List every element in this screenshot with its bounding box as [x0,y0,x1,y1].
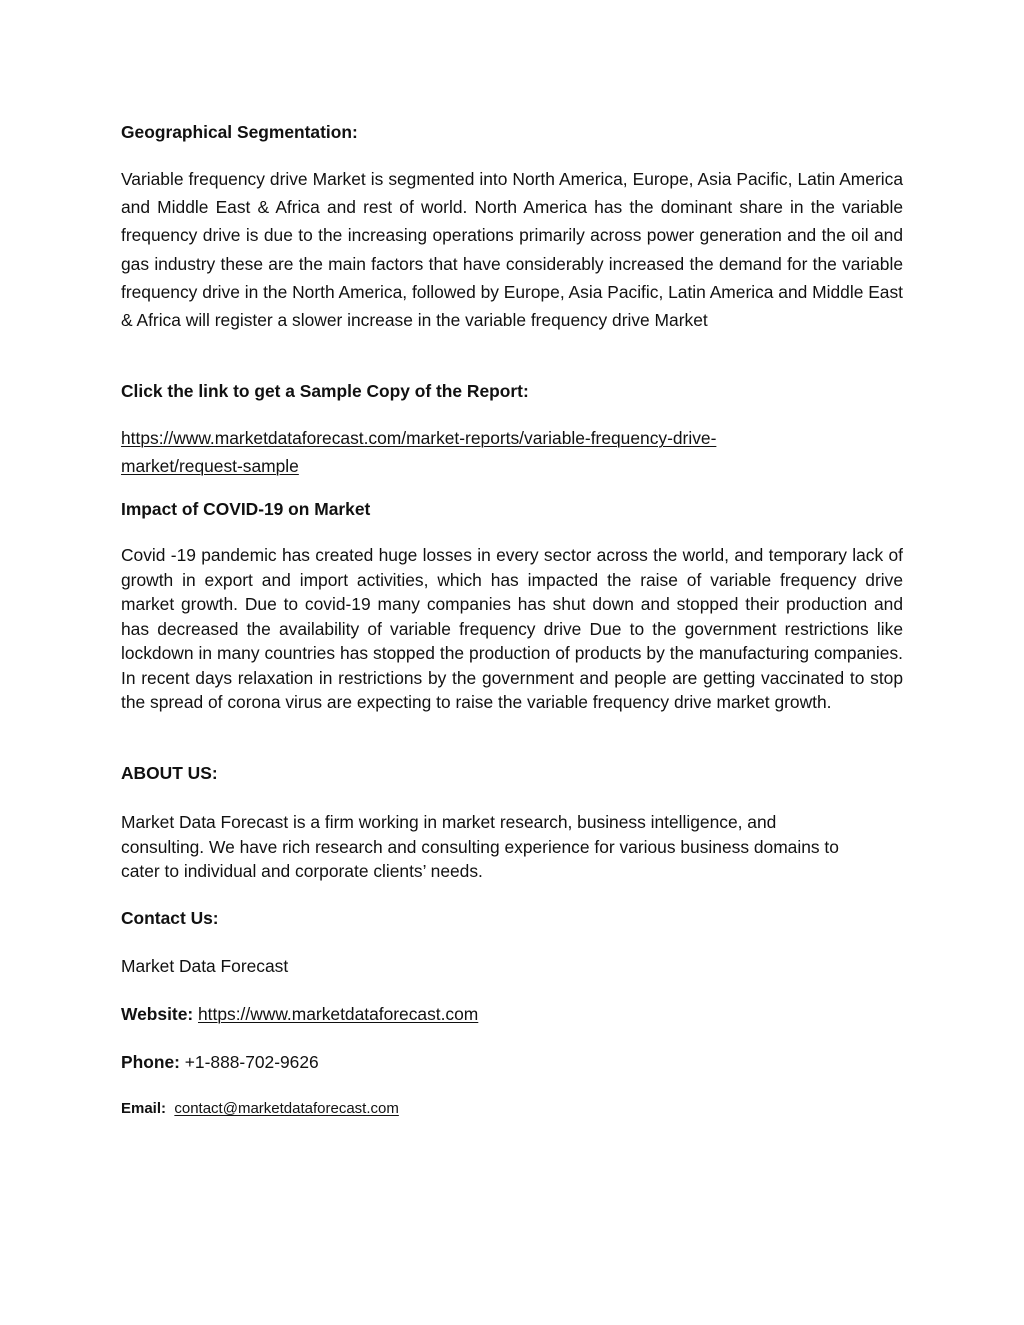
covid-paragraph: Covid -19 pandemic has created huge losses in every sector across the world, and temporary lack of growth in export and import activities, which has impacted the raise of variable frequency drive market growth. Due to covid-19 many companies has shut down and stopped their production and has decreased the availability of variable frequency drive Due to the government restrictions like lockdown in many countries has stopped the production of products by the manufacturing companies. In recent days relaxation in restrictions by the government and people are getting vaccinated to stop the spread of corona virus are expecting to raise the variable frequency drive market growth. [121,545,903,712]
contact-email [121,1100,903,1117]
contact-phone [121,1052,903,1073]
sample-report-link-line2[interactable]: market/request-sample [121,456,299,477]
phone-value: +1-888-702-9626 [184,1052,319,1072]
website-link[interactable]: https://www.marketdataforecast.com [198,1004,479,1024]
sample-report-link-line1[interactable]: https://www.marketdataforecast.com/market-reports/variable-frequency-drive- [121,428,717,448]
website-label: Website: [121,1004,194,1024]
contact-company: Market Data Forecast [121,956,289,976]
sample-link-block [121,424,903,480]
about-line-2: consulting. We have rich research and consulting experience for various business domains to [121,836,839,857]
about-paragraph [121,810,903,884]
geo-heading: Geographical Segmentation: [121,122,358,142]
contact-heading: Contact Us: [121,908,219,928]
about-line-1: Market Data Forecast is a firm working in market research, business intelligence, and [121,812,777,832]
email-link[interactable]: contact@marketdataforecast.com [174,1100,399,1117]
covid-heading: Impact of COVID-19 on Market [121,499,371,519]
contact-website [121,1004,903,1025]
phone-label: Phone: [121,1052,180,1072]
geo-paragraph: Variable frequency drive Market is segmented into North America, Europe, Asia Pacific, Latin America and Middle East & Africa and rest of world. North America has the dominant share in the variable frequency drive is due to the increasing operations primarily across power generation and the oil and gas industry these are the main factors that have considerably increased the demand for the variable frequency drive in the North America, followed by Europe, Asia Pacific, Latin America and Middle East & Africa will register a slower increase in the variable frequency drive Market [121,169,904,331]
about-heading: ABOUT US: [121,763,218,783]
sample-heading: Click the link to get a Sample Copy of the Report: [121,381,529,401]
about-line-3: cater to individual and corporate clients’ needs. [121,861,483,881]
email-label: Email: [121,1100,167,1117]
